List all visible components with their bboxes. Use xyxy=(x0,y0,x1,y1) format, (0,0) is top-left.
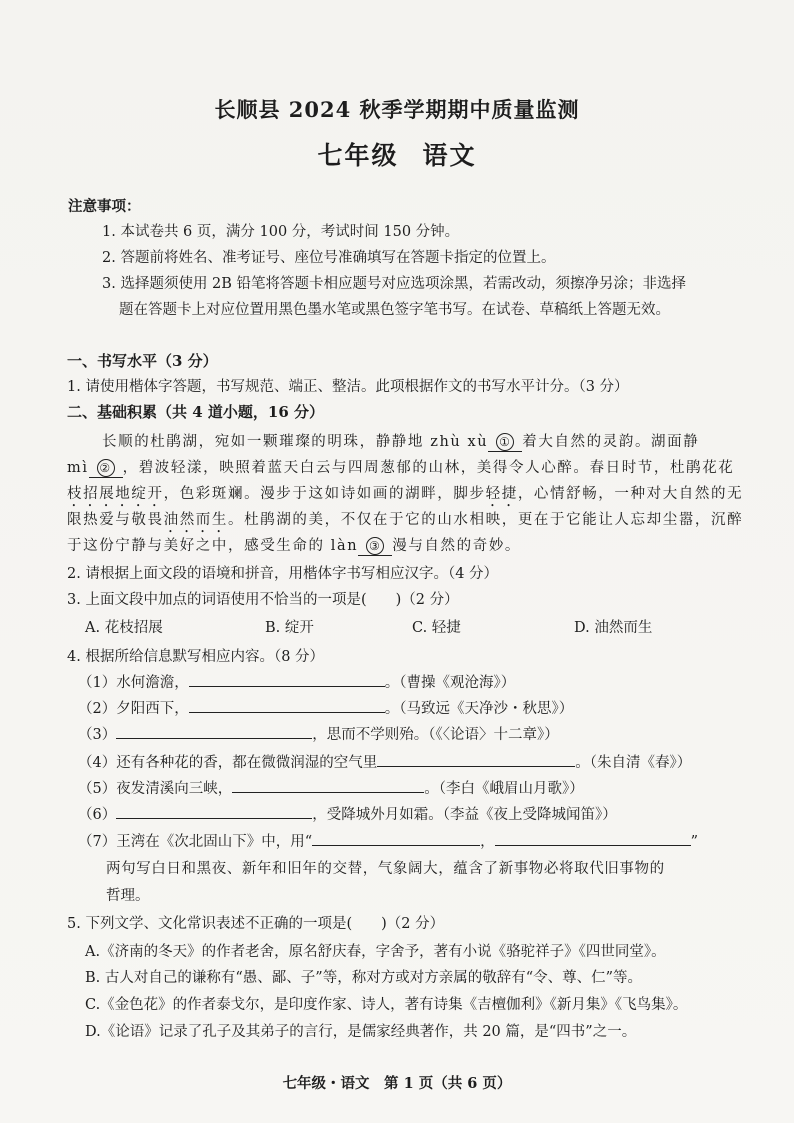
exam-subtitle xyxy=(0,136,794,172)
subject-label: 语文 xyxy=(422,141,477,170)
page-footer: 七年级・语文 第 1 页（共 6 页） xyxy=(282,1075,512,1092)
q4-item-3: （3） ，思而不学则殆。（《〈论语〉十二章》） xyxy=(78,723,559,744)
passage-line-2: mì ② ，碧波轻漾，映照着蓝天白云与四周葱郁的山林，美得令人心醉。春日时节，杜鹃花花 xyxy=(67,460,735,476)
section2-heading: 二、基础积累（共 4 道小题，16 分） xyxy=(67,403,324,421)
blank-3 xyxy=(358,537,392,556)
answer-line[interactable] xyxy=(495,831,691,846)
q3-option-b: B. 绽开 xyxy=(265,620,314,636)
notice-item-1: 1. 本试卷共 6 页，满分 100 分，考试时间 150 分钟。 xyxy=(102,224,460,240)
exam-title: 长顺县 2024 秋季学期期中质量监测 xyxy=(214,97,580,122)
answer-line[interactable] xyxy=(189,698,385,713)
notice-item-3b: 题在答题卡上对应位置用黑色墨水笔或黑色签字笔书写。在试卷、草稿纸上答题无效。 xyxy=(119,302,670,318)
answer-line[interactable] xyxy=(377,752,575,767)
passage-line-4: 限热爱与敬畏油然而生。杜鹃湖的美，不仅在于它的山水相映，更在于它能让人忘却尘嚣，沉醉 xyxy=(67,512,744,528)
answer-line[interactable] xyxy=(189,672,385,687)
question-2: 2. 请根据上面文段的语境和拼音，用楷体字书写相应汉字。（4 分） xyxy=(67,566,499,582)
section1-heading: 一、书写水平（3 分） xyxy=(67,352,218,370)
q4-item-5: （5）夜发清溪向三峡， 。（李白《峨眉山月歌》） xyxy=(78,777,584,798)
passage-line-1: 长顺的杜鹃湖，宛如一颗璀璨的明珠，静静地 zhù xù ① 着大自然的灵韵。湖面静 xyxy=(102,434,700,450)
q5-option-c: C.《金色花》的作者泰戈尔，是印度作家、诗人，著有诗集《吉檀伽利》《新月集》《飞鸟集》。 xyxy=(85,997,688,1013)
question-4: 4. 根据所给信息默写相应内容。（8 分） xyxy=(67,649,325,665)
q4-item-1: （1）水何澹澹， 。（曹操《观沧海》） xyxy=(78,671,515,692)
blank-2 xyxy=(89,459,123,478)
q3-option-d: D. 油然而生 xyxy=(574,620,653,636)
answer-line[interactable] xyxy=(232,778,424,793)
passage-line-5: 于这份宁静与美好之中，感受生命的 làn ③ 漫与自然的奇妙。 xyxy=(67,538,522,554)
q4-item-6: （6） ，受降城外月如霜。（李益《夜上受降城闻笛》） xyxy=(78,803,617,824)
q5-option-b: B. 古人对自己的谦称有“愚、鄙、子”等，称对方或对方亲属的敬辞有“令、尊、仁”等。 xyxy=(85,970,643,986)
blank-1 xyxy=(488,433,522,452)
q4-item-7: （7）王湾在《次北固山下》中，用“ ， ” xyxy=(78,830,698,851)
answer-line[interactable] xyxy=(116,724,312,739)
blank-marker-2: ② xyxy=(97,459,115,477)
q3-option-c: C. 轻捷 xyxy=(412,620,461,636)
notice-item-3a: 3. 选择题须使用 2B 铅笔将答题卡相应题号对应选项涂黑，若需改动，须擦净另涂；非选择 xyxy=(102,276,687,292)
blank-marker-3: ③ xyxy=(366,537,384,555)
answer-line[interactable] xyxy=(312,831,480,846)
grade-label: 七年级 xyxy=(317,141,399,170)
q3-option-a: A. 花枝招展 xyxy=(85,620,163,636)
q5-option-d: D.《论语》记录了孔子及其弟子的言行，是儒家经典著作，共 20 篇，是“四书”之一。 xyxy=(85,1024,637,1040)
q4-item-2: （2）夕阳西下， 。（马致远《天净沙・秋思》） xyxy=(78,697,573,718)
q4-item-4: （4）还有各种花的香，都在微微润湿的空气里 。（朱自清《春》） xyxy=(78,751,691,772)
notice-item-2: 2. 答题前将姓名、准考证号、座位号准确填写在答题卡指定的位置上。 xyxy=(102,250,556,266)
answer-line[interactable] xyxy=(116,804,312,819)
q5-option-a: A.《济南的冬天》的作者老舍，原名舒庆春，字舍予，著有小说《骆驼祥子》《四世同堂》。 xyxy=(85,944,666,960)
question-3: 3. 上面文段中加点的词语使用不恰当的一项是( )（2 分） xyxy=(67,592,459,608)
passage-line-3: 枝招展地绽开，色彩斑斓。漫步于这如诗如画的湖畔，脚步轻捷，心情舒畅，一种对大自然的无 xyxy=(67,486,744,502)
question-1: 1. 请使用楷体字答题，书写规范、端正、整洁。此项根据作文的书写水平计分。（3 分） xyxy=(67,379,629,395)
blank-marker-1: ① xyxy=(496,433,514,451)
question-5: 5. 下列文学、文化常识表述不正确的一项是( )（2 分） xyxy=(67,916,445,932)
q4-item-7-end: 哲理。 xyxy=(106,888,150,904)
q4-item-7-cont: 两句写白日和黑夜、新年和旧年的交替，气象阔大，蕴含了新事物必将取代旧事物的 xyxy=(106,861,665,877)
notice-heading: 注意事项： xyxy=(68,198,141,215)
